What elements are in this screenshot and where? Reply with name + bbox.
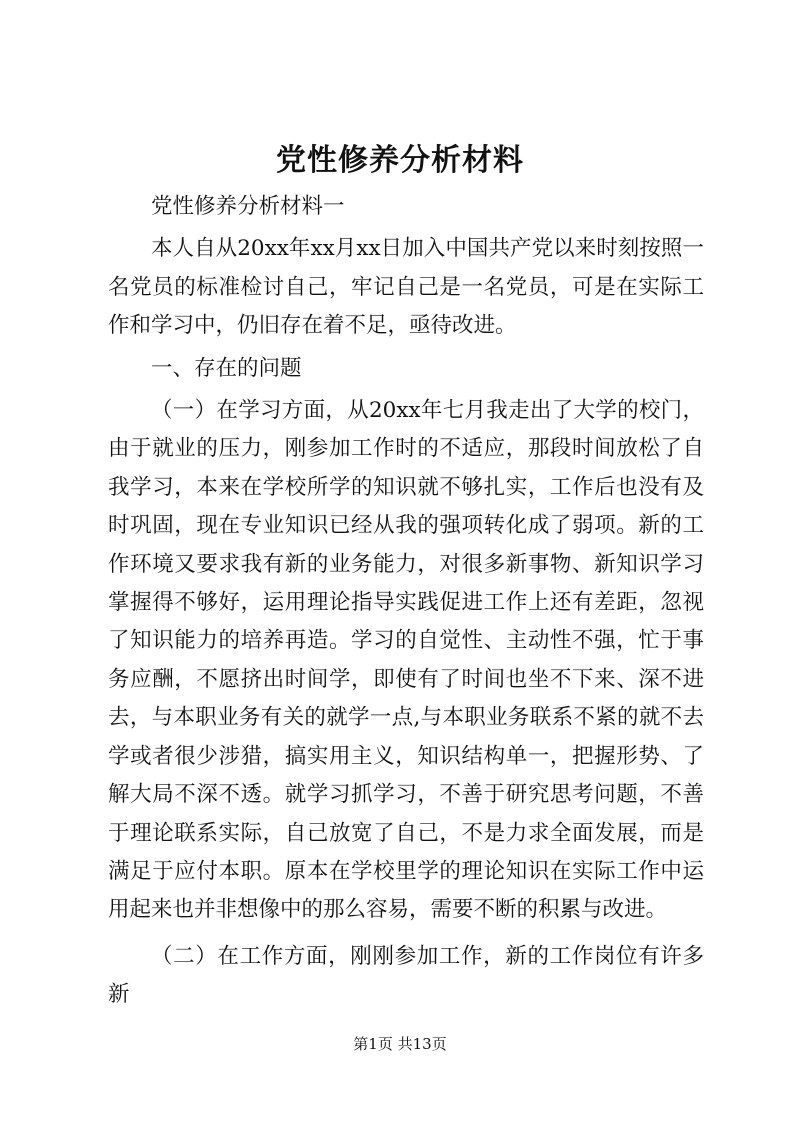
page-footer: 第1页 共13页 xyxy=(353,1035,447,1053)
study-aspect-paragraph: （一）在学习方面，从20xx年七月我走出了大学的校门，由于就业的压力，刚参加工作时的不适应，那段时间放松了自我学习，本来在学校所学的知识就不够扎实，工作后也没有及时巩固，现在专业知识已经从我的强项转化成了弱项。新的工作环境又要求我有新的业务能力，对很多新事物、新知识学习掌握得不够好，运用理论指导实践促进工作上还有差距，忽视了知识能力的培养再造。学习的自觉性、主动性不强，忙于事务应酬，不愿挤出时间学，即使有了时间也坐不下来、深不进去，与本职业务有关的就学一点,与本职业务联系不紧的就不去学或者很少涉猎，搞实用主义，知识结构单一，把握形势、了解大局不深不透。就学习抓学习，不善于研究思考问题，不善于理论联系实际，自己放宽了自己，不是力求全面发展，而是满足于应付本职。原本在学校里学的理论知识在实际工作中运用起来也并非想像中的那么容易，需要不断的积累与改进。 xyxy=(108,398,704,923)
section-heading-material-one: 党性修养分析材料一 xyxy=(151,194,345,219)
section-heading-problems: 一、存在的问题 xyxy=(151,355,302,381)
document-body xyxy=(108,188,704,1015)
intro-paragraph: 本人自从20xx年xx月xx日加入中国共产党以来时刻按照一名党员的标准检讨自己，牢记自己是一名党员，可是在实际工作和学习中，仍旧存在着不足，亟待改进。 xyxy=(108,236,704,339)
document-title: 党性修养分析材料 xyxy=(276,143,524,178)
work-aspect-paragraph: （二）在工作方面，刚刚参加工作，新的工作岗位有许多新 xyxy=(108,943,704,1008)
